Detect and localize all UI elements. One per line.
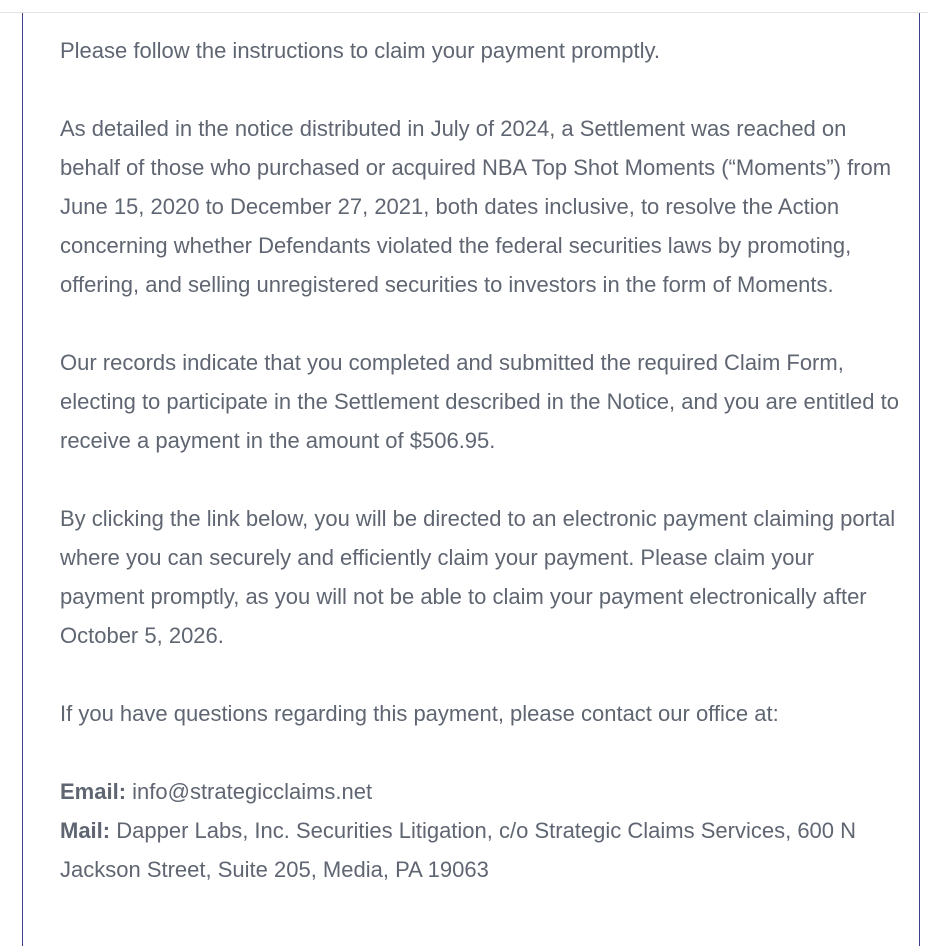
instruction-paragraph: Please follow the instructions to claim your payment promptly.	[60, 38, 660, 63]
mail-address: Dapper Labs, Inc. Securities Litigation, c/o Strategic Claims Services, 600 N Jackson Street, Suite 205, Media, PA 19063	[60, 818, 857, 882]
entitlement-paragraph: Our records indicate that you completed and submitted the required Claim Form, electing to participate in the Settlement described in the Notice, and you are entitled to receive a payment in the amount of $506.95.	[60, 350, 899, 453]
email-body-frame	[22, 13, 920, 946]
top-divider	[0, 0, 928, 13]
email-content	[60, 31, 900, 889]
questions-paragraph: If you have questions regarding this payment, please contact our office at:	[60, 701, 779, 726]
contact-block	[60, 772, 900, 889]
email-label: Email:	[60, 779, 127, 804]
email-contact-line	[60, 772, 900, 811]
portal-paragraph: By clicking the link below, you will be directed to an electronic payment claiming portal where you can securely and efficiently claim your payment. Please claim your payment promptly, as you will not be able to claim your payment electronically after October 5, 2026.	[60, 506, 896, 648]
settlement-paragraph: As detailed in the notice distributed in July of 2024, a Settlement was reached on behalf of those who purchased or acquired NBA Top Shot Moments (“Moments”) from June 15, 2020 to December 27, 2021, both dates inclusive, to resolve the Action concerning whether Defendants violated the federal securities laws by promoting, offering, and selling unregistered securities to investors in the form of Moments.	[60, 116, 892, 297]
mail-label: Mail:	[60, 818, 111, 843]
email-address-link[interactable]: info@strategicclaims.net	[126, 779, 373, 804]
mail-contact-line	[60, 811, 900, 889]
